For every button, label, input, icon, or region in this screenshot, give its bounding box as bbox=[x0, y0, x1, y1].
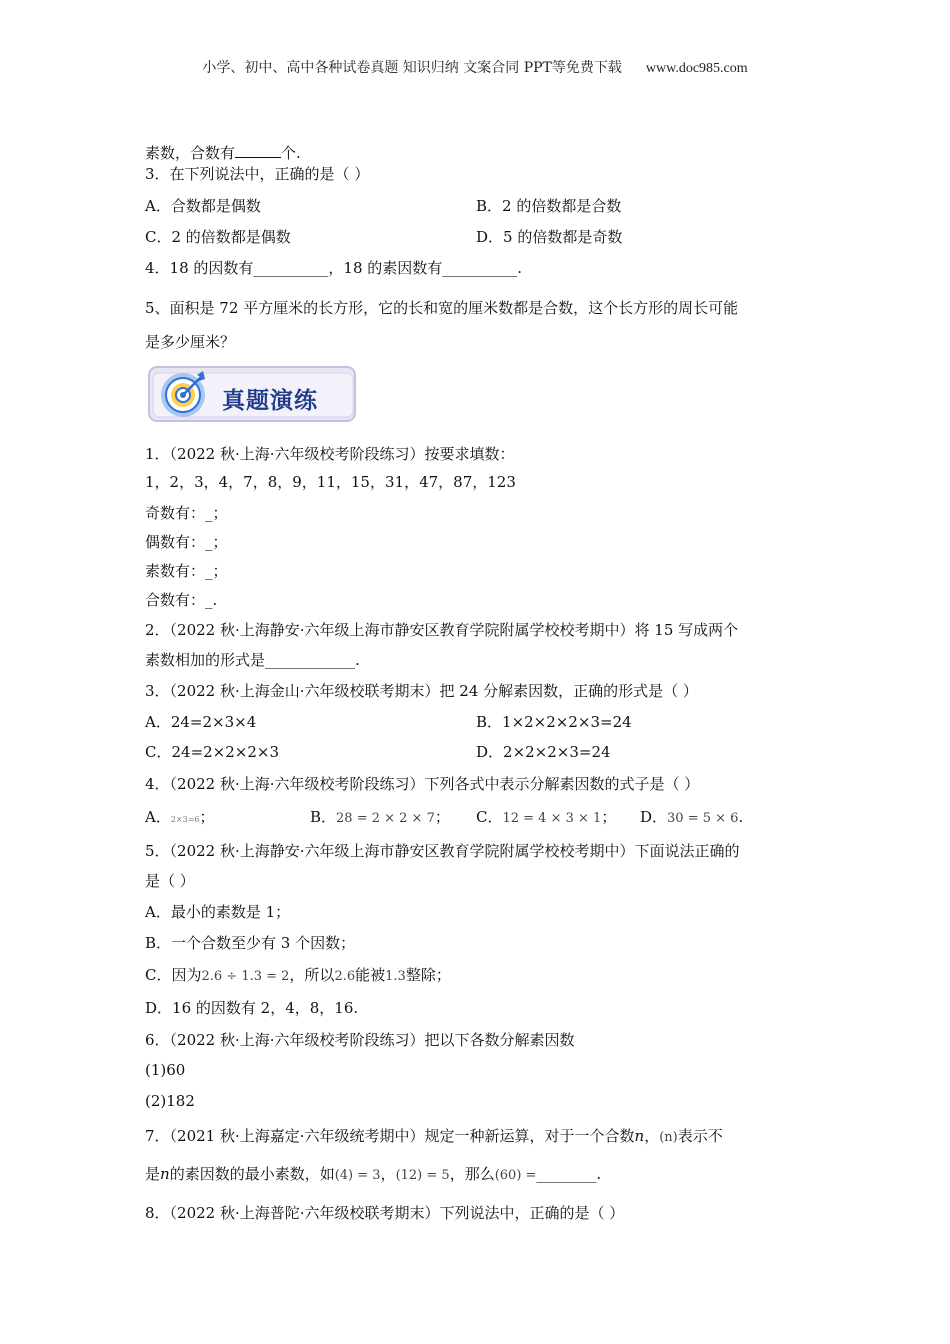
practice-5-line1: 5．（2022 秋·上海静安·六年级上海市静安区教育学院附属学校校考期中）下面说法正确的 bbox=[145, 842, 740, 860]
practice-6-part-2: (2)182 bbox=[145, 1092, 195, 1110]
practice-3-option-c: C．24=2×2×2×3 bbox=[145, 743, 280, 761]
practice-3-option-b: B．1×2×2×2×3=24 bbox=[476, 713, 632, 731]
header-website: www.doc985.com bbox=[645, 61, 748, 76]
question-4: 4．18 的因数有__________，18 的素因数有__________. bbox=[145, 259, 523, 277]
practice-8: 8．（2022 秋·上海普陀·六年级校联考期末）下列说法中，正确的是（ ） bbox=[145, 1204, 625, 1222]
practice-7-line2: 是n的素因数的最小素数，如(4) = 3，(12) = 5，那么(60) =________. bbox=[145, 1165, 602, 1183]
practice-5-option-b: B．一个合数至少有 3 个因数； bbox=[145, 934, 356, 952]
option-a: A．合数都是偶数 bbox=[145, 197, 261, 215]
option-b: B．2 的倍数都是合数 bbox=[476, 197, 622, 215]
practice-5-option-d: D．16 的因数有 2，4，8，16. bbox=[145, 999, 359, 1017]
practice-3-option-d: D．2×2×2×3=24 bbox=[476, 743, 611, 761]
practice-5-option-c: C．因为2.6 ÷ 1.3 = 2，所以2.6能被1.3整除； bbox=[145, 966, 451, 984]
practice-4-option-a: A．2×3=6； bbox=[145, 808, 215, 826]
practice-1-even: 偶数有：_； bbox=[145, 533, 228, 551]
answer-blank bbox=[235, 157, 281, 158]
practice-4-option-d: D．30 = 5 × 6. bbox=[640, 808, 744, 826]
header-left-text: 小学、初中、高中各种试卷真题 知识归纳 文案合同 PPT等免费下载 bbox=[202, 60, 622, 76]
practice-6: 6．（2022 秋·上海·六年级校考阶段练习）把以下各数分解素因数 bbox=[145, 1031, 575, 1049]
question-5-line1: 5、面积是 72 平方厘米的长方形，它的长和宽的厘米数都是合数，这个长方形的周长可能 bbox=[145, 299, 739, 317]
section-title: 真题演练 bbox=[222, 388, 318, 414]
practice-1-odd: 奇数有：_； bbox=[145, 504, 228, 522]
practice-1: 1．（2022 秋·上海·六年级校考阶段练习）按要求填数： bbox=[145, 445, 515, 463]
option-c: C．2 的倍数都是偶数 bbox=[145, 228, 291, 246]
practice-5-option-a: A．最小的素数是 1； bbox=[145, 903, 291, 921]
practice-1-composite: 合数有：_. bbox=[145, 591, 218, 609]
practice-4-option-c: C．12 = 4 × 3 × 1； bbox=[476, 808, 617, 826]
practice-7-line1: 7．（2021 秋·上海嘉定·六年级统考期中）规定一种新运算，对于一个合数n，(n)表示不 bbox=[145, 1127, 723, 1145]
practice-6-part-1: (1)60 bbox=[145, 1061, 186, 1079]
question-fragment-line: 素数，合数有 个. bbox=[145, 144, 301, 162]
practice-1-prime: 素数有：_； bbox=[145, 562, 228, 580]
practice-3: 3．（2022 秋·上海金山·六年级校联考期末）把 24 分解素因数，正确的形式是（ ） bbox=[145, 682, 698, 700]
practice-3-option-a: A．24=2×3×4 bbox=[145, 713, 257, 731]
practice-2-line2: 素数相加的形式是____________. bbox=[145, 651, 360, 669]
practice-2-line1: 2．（2022 秋·上海静安·六年级上海市静安区教育学院附属学校校考期中）将 15 写成两个 bbox=[145, 621, 739, 639]
question-5-line2: 是多少厘米？ bbox=[145, 333, 236, 351]
practice-4: 4．（2022 秋·上海·六年级校考阶段练习）下列各式中表示分解素因数的式子是（ ） bbox=[145, 775, 700, 793]
practice-1-numbers: 1，2，3，4，7，8，9，11，15，31，47，87，123 bbox=[145, 473, 516, 491]
option-d: D．5 的倍数都是奇数 bbox=[476, 228, 623, 246]
question-3: 3．在下列说法中，正确的是（ ） bbox=[145, 165, 370, 183]
page-header bbox=[0, 57, 950, 77]
practice-4-option-b: B．28 = 2 × 2 × 7； bbox=[310, 808, 450, 826]
practice-5-line2: 是（ ） bbox=[145, 872, 195, 890]
